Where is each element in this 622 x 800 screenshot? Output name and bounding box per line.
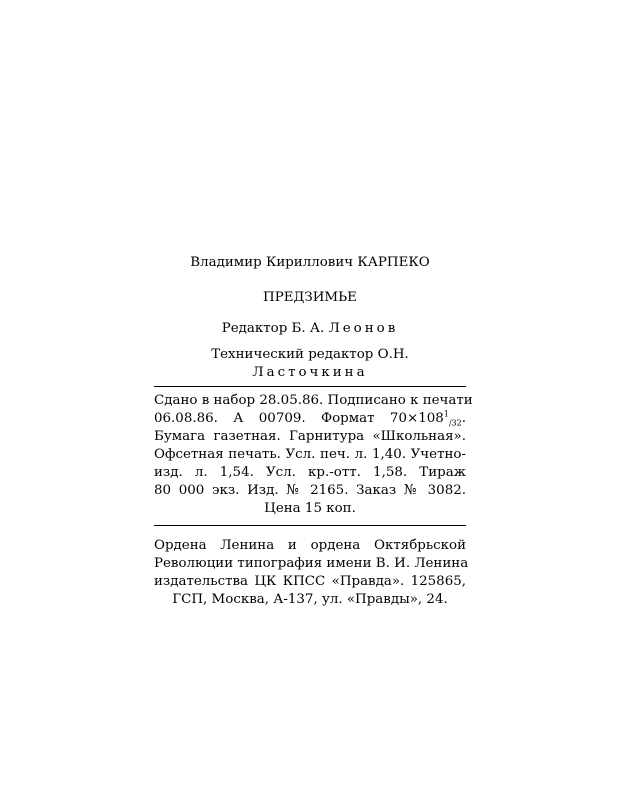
format-fraction-num: 1	[443, 409, 449, 419]
printer-address-line: ГСП, Москва, А-137, ул. «Правды», 24.	[172, 592, 448, 607]
imprint-block	[154, 392, 473, 518]
editor-credit	[154, 320, 466, 338]
printer-line: Ордена Ленина и ордена Октябрьской	[154, 538, 466, 553]
printer-block	[154, 537, 469, 609]
imprint-format-end: .	[461, 411, 466, 426]
editor-surname: Леонов	[328, 321, 399, 336]
author-name-text: Владимир Кириллович КАРПЕКО	[190, 255, 430, 270]
colophon	[154, 254, 473, 609]
divider-top	[154, 386, 466, 387]
format-fraction	[444, 411, 462, 426]
imprint-line: изд. л. 1,54. Усл. кр.-отт. 1,58. Тираж	[154, 465, 466, 480]
imprint-line-format	[154, 410, 466, 428]
book-title	[154, 289, 466, 307]
format-fraction-den: /32	[448, 418, 462, 428]
imprint-line: Сдано в набор 28.05.86. Подписано к печати	[154, 393, 473, 408]
book-title-text: ПРЕДЗИМЬЕ	[263, 290, 357, 305]
printer-line: издательства ЦК КПСС «Правда». 125865,	[154, 574, 466, 589]
printer-line: Революции типография имени В. И. Ленина	[154, 556, 469, 571]
divider-bottom	[154, 525, 466, 526]
imprint-line: 80 000 экз. Изд. № 2165. Заказ № 3082.	[154, 483, 466, 498]
imprint-format-text: 06.08.86. А 00709. Формат 70×108	[154, 411, 444, 426]
tech-editor-label: Технический редактор О.Н.	[211, 347, 409, 362]
imprint-line: Бумага газетная. Гарнитура «Школьная».	[154, 429, 466, 444]
tech-editor-credit	[154, 346, 466, 382]
tech-editor-surname: Ласточкина	[252, 365, 368, 380]
author-name	[154, 254, 466, 272]
imprint-line: Офсетная печать. Усл. печ. л. 1,40. Учетно-	[154, 447, 466, 462]
editor-label: Редактор Б. А.	[221, 321, 325, 336]
price-line: Цена 15 коп.	[264, 501, 356, 516]
